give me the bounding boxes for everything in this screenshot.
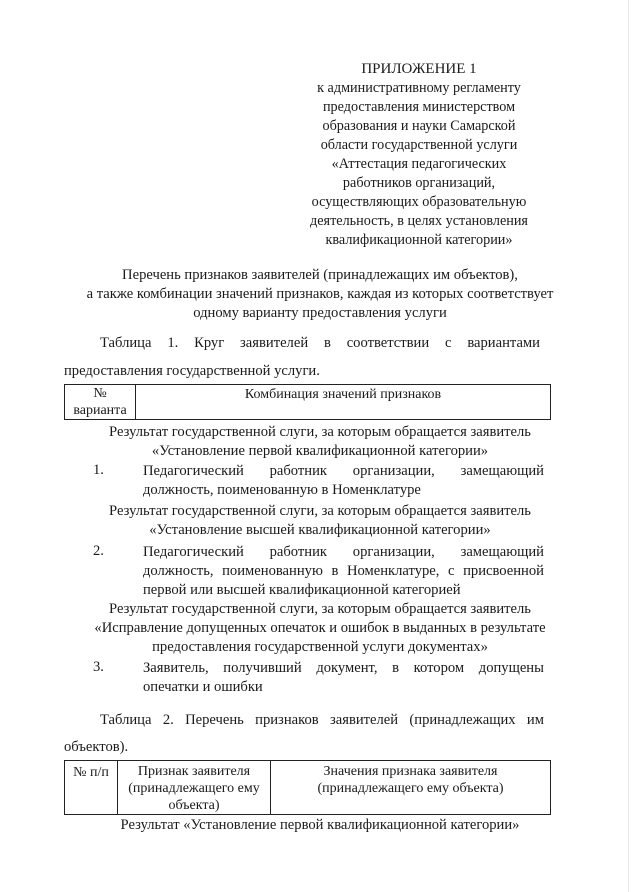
col-label-line: объекта)	[168, 798, 220, 813]
variant-description	[143, 543, 544, 600]
table2-col-attribute	[118, 761, 271, 815]
caption-word: заявителей	[329, 712, 399, 728]
word: допущены	[478, 660, 544, 676]
caption-word: Таблица	[100, 712, 152, 728]
word: с	[448, 563, 455, 579]
word: работник	[269, 463, 327, 479]
caption-word: признаков	[255, 712, 319, 728]
result-line: Результат государственной слуги, за которым обращается заявитель	[109, 601, 531, 617]
table2-caption	[100, 711, 544, 730]
word: должность,	[143, 563, 214, 579]
col-label-line: (принадлежащего ему	[128, 781, 260, 796]
document-heading	[40, 266, 600, 323]
table1-col-combination	[136, 385, 551, 420]
caption-word: соответствии	[346, 335, 430, 351]
appendix-line: к административному регламенту	[317, 80, 521, 96]
appendix-line: деятельность, в целях установления	[310, 213, 528, 229]
result-line: Результат государственной слуги, за которым обращается заявитель	[109, 503, 531, 519]
result-heading	[40, 423, 600, 461]
word: организации,	[352, 463, 435, 479]
caption-word: 2.	[162, 712, 174, 728]
table2-caption-line2: объектов).	[64, 739, 129, 755]
description-line: должность, поименованную в Номенклатуре	[143, 482, 421, 498]
table2-header	[64, 760, 551, 815]
word: Педагогический	[143, 544, 244, 560]
word: документ,	[316, 660, 378, 676]
col-number-line: варианта	[73, 403, 127, 418]
variant-number: 2.	[93, 543, 104, 559]
word: в	[331, 563, 339, 579]
caption-word: заявителей	[240, 335, 309, 351]
description-line: опечатки и ошибки	[143, 679, 263, 695]
appendix-line: «Аттестация педагогических	[331, 156, 507, 172]
word: поименованную	[222, 563, 323, 579]
word: замещающий	[460, 463, 544, 479]
table1-col-number	[65, 385, 136, 420]
caption-word: (принадлежащих	[409, 712, 516, 728]
appendix-block	[300, 60, 538, 250]
description-line: первой или высшей квалификационной категорией	[143, 582, 461, 598]
appendix-line: работников организаций,	[342, 175, 496, 191]
caption-word: вариантами	[467, 335, 540, 351]
result-line: предоставления государственной услуги документах»	[152, 639, 488, 655]
word: присвоенной	[463, 563, 544, 579]
appendix-line: квалификационной категории»	[325, 232, 513, 248]
caption-word: Круг	[194, 335, 225, 351]
result-line: Результат государственной слуги, за которым обращается заявитель	[109, 424, 531, 440]
result-line: «Установление первой квалификационной категории»	[151, 443, 489, 459]
caption-word: в	[323, 335, 331, 351]
word: организации,	[352, 544, 435, 560]
table2-col-values	[271, 761, 551, 815]
result-heading	[40, 502, 600, 540]
caption-word: Таблица	[100, 335, 152, 351]
result-line: Результат «Установление первой квалификационной категории»	[120, 817, 520, 833]
heading-line: Перечень признаков заявителей (принадлежащих им объектов),	[122, 267, 518, 283]
word: Заявитель,	[143, 660, 209, 676]
caption-word: Перечень	[185, 712, 244, 728]
col-label-line: Признак заявителя	[137, 764, 251, 779]
appendix-line: области государственной услуги	[320, 137, 518, 153]
caption-word: 1.	[167, 335, 179, 351]
scan-edge-line	[628, 0, 629, 892]
appendix-title: ПРИЛОЖЕНИЕ 1	[361, 61, 477, 77]
appendix-line: образования и науки Самарской	[322, 118, 516, 134]
col-label: № п/п	[73, 765, 109, 780]
word: Номенклатуре,	[346, 563, 440, 579]
word: Педагогический	[143, 463, 244, 479]
word: работник	[269, 544, 327, 560]
col-label-line: Значения признака заявителя	[323, 764, 498, 779]
word: в	[392, 660, 400, 676]
col-number-line: №	[93, 386, 107, 401]
table1-caption-line2: предоставления государственной услуги.	[64, 363, 320, 379]
appendix-line: осуществляющих образовательную	[311, 194, 527, 210]
word: получивший	[223, 660, 302, 676]
table2-col-number	[65, 761, 118, 815]
result-heading	[40, 816, 600, 835]
table1-caption	[100, 334, 540, 353]
variant-description	[143, 462, 544, 500]
word: замещающий	[460, 544, 544, 560]
col-combination-label: Комбинация значений признаков	[244, 387, 442, 402]
appendix-line: предоставления министерством	[322, 99, 516, 115]
result-line: «Установление высшей квалификационной категории»	[149, 522, 491, 538]
heading-line: а также комбинации значений признаков, каждая из которых соответствует	[86, 286, 554, 302]
word: котором	[413, 660, 465, 676]
variant-number: 3.	[93, 659, 104, 675]
variant-number: 1.	[93, 462, 104, 478]
caption-word: им	[526, 712, 544, 728]
result-line: «Исправление допущенных опечаток и ошибок в выданных в результате	[94, 620, 546, 636]
variant-description	[143, 659, 544, 697]
caption-word: с	[445, 335, 452, 351]
col-label-line: (принадлежащего ему объекта)	[317, 781, 504, 796]
heading-line: одному варианту предоставления услуги	[193, 305, 447, 321]
result-heading	[40, 600, 600, 657]
table1-header	[64, 384, 551, 420]
